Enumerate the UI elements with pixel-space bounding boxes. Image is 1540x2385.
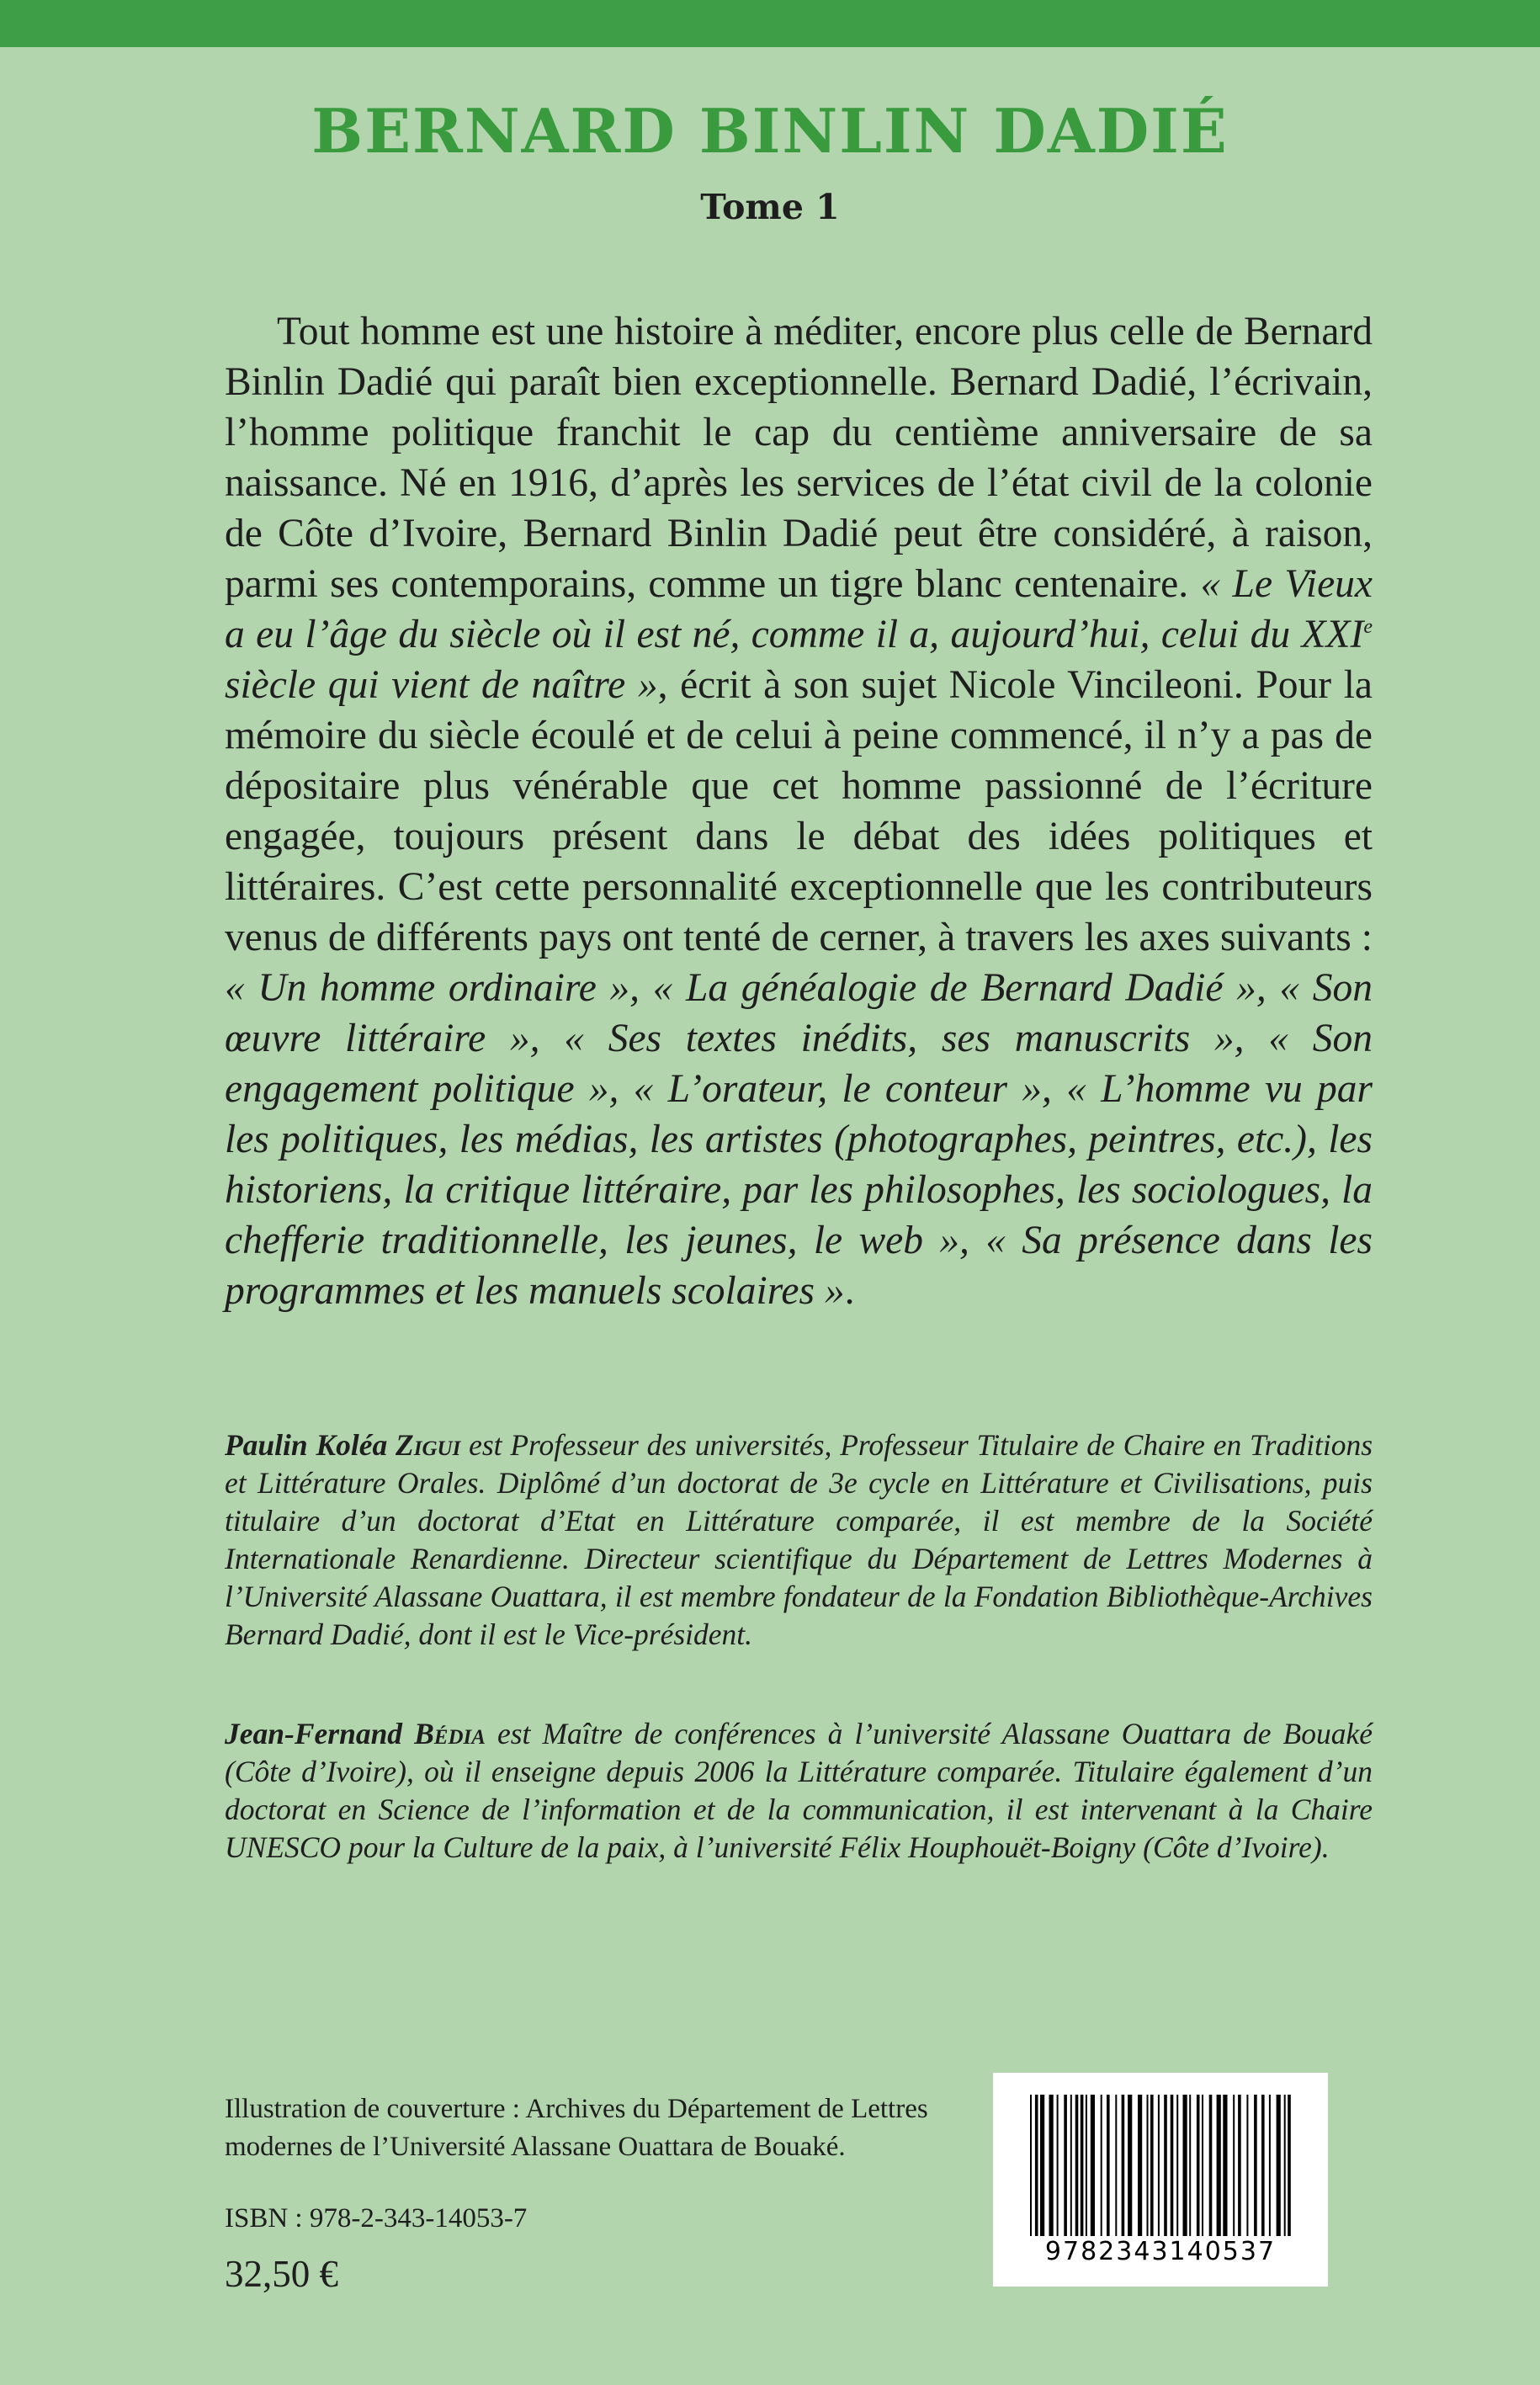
barcode-bar <box>1233 2095 1235 2236</box>
author-name: Jean-Fernand Bédia <box>225 1717 486 1750</box>
top-color-band <box>0 0 1540 47</box>
barcode-bar <box>1183 2095 1187 2236</box>
quote-vincileoni: « Le Vieux a eu l’âge du siècle où il est né, comme il a, aujourd’hui, celui du XXIe siècle qui vient de naître » <box>225 562 1373 707</box>
volume-label: Tome 1 <box>700 187 840 227</box>
barcode-bar <box>1246 2095 1248 2236</box>
axes-list: « Un homme ordinaire », « La généalogie de Bernard Dadié », « Son œuvre littéraire », « Ses textes inédits, ses manuscrits », « Son engagement politique », « L’orateur, le conteur », « L’homme vu par les politiques, les médias, les artistes (photographes, peintres, etc.), les historiens, la critique littéraire, par les philosophes, les sociologues, la chefferie traditionnelle, les jeunes, le web », « Sa présence dans les programmes et les manuels scolaires » <box>225 966 1373 1313</box>
barcode-bar <box>1197 2095 1200 2236</box>
barcode-bar <box>1209 2095 1213 2236</box>
barcode-bar <box>1261 2095 1265 2236</box>
barcode-bar <box>1164 2095 1167 2236</box>
author-bio-bedia: Jean-Fernand Bédia est Maître de conférences à l’université Alassane Ouattara de Bouaké (Côte d’Ivoire), où il enseigne depuis 2006 la Littérature comparée. Titulaire également d’un doctorat en Science de l’information et de la communication, il est intervenant à la Chaire UNESCO pour la Culture de la paix, à l’université Félix Houphouët-Boigny (Côte d’Ivoire). <box>225 1717 1373 1864</box>
back-cover-summary: Tout homme est une histoire à méditer, encore plus celle de Bernard Binlin Dadié qui paraît bien exceptionnelle. Bernard Dadié, l’écrivain, l’homme politique franchit le cap du centième anniversaire de sa naissance. Né en 1916, d’après les services de l’état civil de la colonie de Côte d’Ivoire, Bernard Binlin Dadié peut être considéré, à raison, parmi ses contemporains, comme un tigre blanc centenaire. « Le Vieux a eu l’âge du siècle où il est né, comme il a, aujourd’hui, celui du XXIe siècle qui vient de naître », écrit à son sujet Nicole Vincileoni. Pour la mémoire du siècle écoulé et de celui à peine commencé, il n’y a pas de dépositaire plus vénérable que cet homme passionné de l’écriture engagée, toujours présent dans le débat des idées politiques et littéraires. C’est cette personnalité exceptionnelle que les contributeurs venus de différents pays ont tenté de cerner, à travers les axes suivants : « Un homme ordinaire », « La généalogie de Bernard Dadié », « Son œuvre littéraire », « Ses textes inédits, ses manuscrits », « Son engagement politique », « L’orateur, le conteur », « L’homme vu par les politiques, les médias, les artistes (photographes, peintres, etc.), les historiens, la critique littéraire, par les philosophes, les sociologues, la chefferie traditionnelle, les jeunes, le web », « Sa présence dans les programmes et les manuels scolaires ». <box>225 310 1373 1313</box>
barcode-bar <box>1035 2095 1038 2236</box>
barcode-bar <box>1284 2095 1286 2236</box>
barcode-bar <box>1115 2095 1117 2236</box>
barcode-bar <box>1030 2095 1032 2236</box>
barcode-bar <box>1086 2095 1087 2236</box>
barcode-bar <box>1277 2095 1281 2236</box>
barcode-digits: 9782343140537 <box>1044 2237 1277 2266</box>
barcode-bar <box>1189 2095 1191 2236</box>
barcode-bars <box>993 2073 1328 2241</box>
barcode-bar <box>1176 2095 1178 2236</box>
barcode-bar <box>1091 2095 1095 2236</box>
barcode-bar <box>1171 2095 1174 2236</box>
isbn: ISBN : 978-2-343-14053-7 <box>225 2203 528 2234</box>
cover-illustration-credit: Illustration de couverture : Archives du Département de Lettres modernes de l’Université Alassane Ouattara de Bouaké. <box>225 2094 928 2162</box>
barcode-bar <box>1269 2095 1271 2236</box>
barcode-bar <box>1107 2095 1110 2236</box>
barcode <box>993 2073 1328 2287</box>
barcode-bar <box>1217 2095 1221 2236</box>
author-bio-zigui: Paulin Koléa Zigui est Professeur des universités, Professeur Titulaire de Chaire en Traditions et Littérature Orales. Diplômé d’un doctorat de 3e cycle en Littérature et Civilisations, puis titulaire d’un doctorat d’Etat en Littérature comparée, il est membre de la Société Internationale Renardienne. Directeur scientifique du Département de Lettres Modernes à l’Université Alassane Ouattara, il est membre fondateur de la Fondation Bibliothèque-Archives Bernard Dadié, dont il est le Vice-président. <box>225 1428 1373 1651</box>
author-name: Paulin Koléa Zigui <box>225 1428 461 1462</box>
price: 32,50 € <box>225 2253 338 2295</box>
barcode-bar <box>1081 2095 1084 2236</box>
summary-part-2: , écrit à son sujet Nicole Vincileoni. Pour la mémoire du siècle écoulé et de celui à peine commencé, il n’y a pas de dépositaire plus vénérable que cet homme passionné de l’écriture engagée, toujours présent dans le débat des idées politiques et littéraires. C’est cette personnalité exceptionnelle que les contributeurs venus de différents pays ont tenté de cerner, à travers les axes suivants : <box>225 663 1373 959</box>
barcode-bar <box>1147 2095 1149 2236</box>
barcode-bar <box>1238 2095 1241 2236</box>
barcode-bar <box>1070 2095 1072 2236</box>
barcode-bar <box>1101 2095 1102 2236</box>
book-title: BERNARD BINLIN DADIÉ <box>311 95 1229 167</box>
barcode-bar <box>1122 2095 1125 2236</box>
barcode-bar <box>1223 2095 1227 2236</box>
barcode-bar <box>1128 2095 1132 2236</box>
barcode-bar <box>1158 2095 1160 2236</box>
summary-part-1: Tout homme est une histoire à méditer, encore plus celle de Bernard Binlin Dadié qui paraît bien exceptionnelle. Bernard Dadié, l’écrivain, l’homme politique franchit le cap du centième anniversaire de sa naissance. Né en 1916, d’après les services de l’état civil de la colonie de Côte d’Ivoire, Bernard Binlin Dadié peut être considéré, à raison, parmi ses contemporains, comme un tigre blanc centenaire. <box>225 310 1373 606</box>
barcode-bar <box>1040 2095 1044 2236</box>
barcode-bar <box>1202 2095 1203 2236</box>
barcode-bar <box>1049 2095 1054 2236</box>
barcode-bar <box>1254 2095 1257 2236</box>
barcode-bar <box>1138 2095 1142 2236</box>
barcode-bar <box>1075 2095 1079 2236</box>
barcode-bar <box>1057 2095 1059 2236</box>
barcode-bar <box>1288 2095 1291 2236</box>
barcode-bar <box>1064 2095 1067 2236</box>
barcode-bar <box>1150 2095 1154 2236</box>
